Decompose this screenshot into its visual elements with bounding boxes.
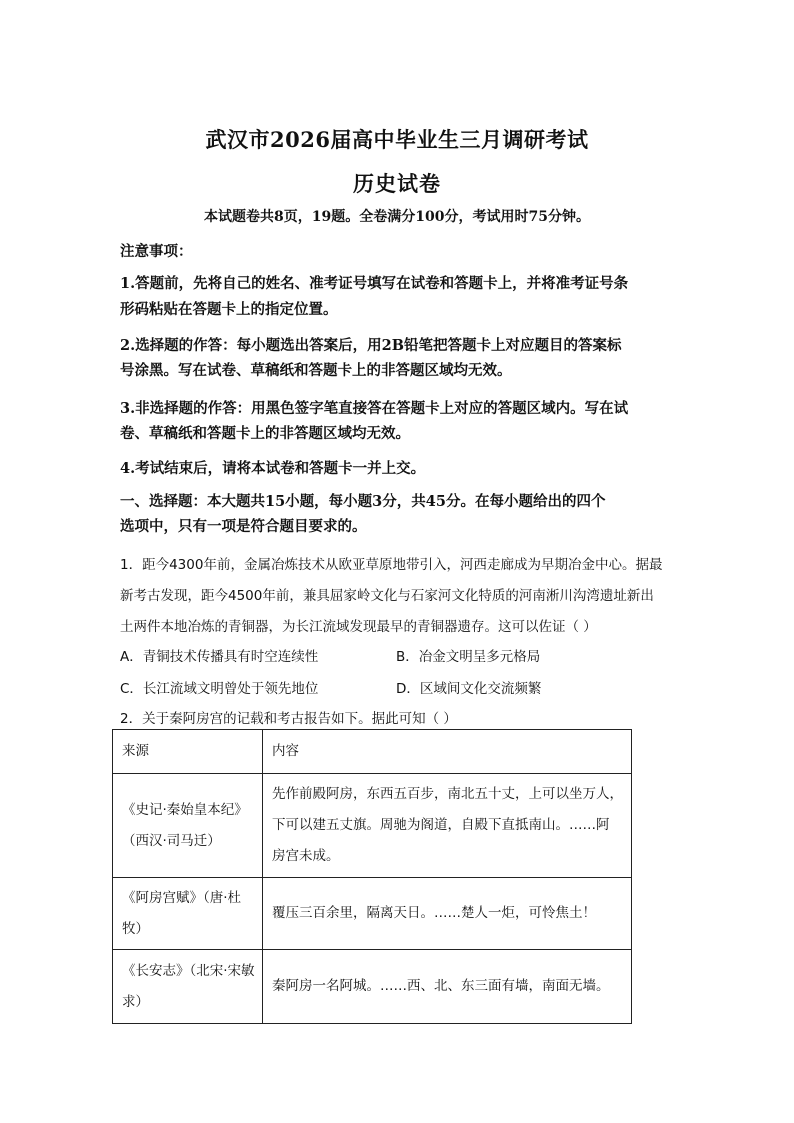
table-row — [113, 774, 632, 878]
table-row — [113, 878, 632, 950]
page-title: 武汉市2026届高中毕业生三月调研考试 — [205, 127, 589, 152]
note-4: 4.考试结束后，请将本试卷和答题卡一并上交。 — [120, 460, 426, 477]
question-1-option-c[interactable]: C．长江流域文明曾处于领先地位 — [120, 681, 319, 697]
section-heading-line-1: 一、选择题：本大题共15小题，每小题3分，共45分。在每小题给出的四个 — [120, 493, 606, 510]
source-line: 牧） — [122, 920, 149, 937]
table-cell-source — [113, 950, 263, 1024]
table-cell-content — [263, 878, 632, 950]
table-header-source: 来源 — [113, 730, 263, 774]
note-3-line-2: 卷、草稿纸和答题卡上的非答题区域均无效。 — [120, 425, 410, 442]
section-heading-line-2: 选项中，只有一项是符合题目要求的。 — [120, 518, 367, 535]
table-header-row — [113, 730, 632, 774]
source-line: 求） — [122, 993, 149, 1010]
question-1-line-1: 1．距今4300年前，金属冶炼技术从欧亚草原地带引入，河西走廊成为早期冶金中心。据最 — [120, 557, 663, 573]
source-line: 《长安志》（北宋·宋敏 — [122, 962, 255, 979]
source-line: （西汉·司马迁） — [122, 832, 221, 849]
question-1-option-a[interactable]: A．青铜技术传播具有时空连续性 — [120, 649, 319, 665]
question-1-line-2: 新考古发现，距今4500年前，兼具屈家岭文化与石家河文化特质的河南淅川沟湾遗址新出 — [120, 588, 654, 604]
note-1-line-2: 形码粘贴在答题卡上的指定位置。 — [120, 301, 338, 318]
content-line: 房宫未成。 — [272, 848, 340, 864]
content-line: 下可以建五丈旗。周驰为阁道，自殿下直抵南山。……阿 — [272, 817, 610, 833]
sources-table — [112, 729, 632, 1024]
note-2-line-1: 2.选择题的作答：每小题选出答案后，用2B铅笔把答题卡上对应题目的答案标 — [120, 337, 622, 354]
table-row — [113, 950, 632, 1024]
table-cell-content — [263, 950, 632, 1024]
question-1-option-d[interactable]: D．区域间文化交流频繁 — [396, 681, 542, 697]
note-1-line-1: 1.答题前，先将自己的姓名、准考证号填写在试卷和答题卡上，并将准考证号条 — [120, 275, 629, 292]
question-2-stem: 2．关于秦阿房宫的记载和考古报告如下。据此可知（ ） — [120, 711, 457, 727]
notes-heading: 注意事项： — [120, 243, 193, 260]
source-line: 《阿房宫赋》（唐·杜 — [122, 889, 242, 906]
content-line: 覆压三百余里，隔离天日。……楚人一炬，可怜焦土！ — [272, 905, 596, 921]
question-1-option-b[interactable]: B．冶金文明呈多元格局 — [396, 649, 541, 665]
note-2-line-2: 号涂黑。写在试卷、草稿纸和答题卡上的非答题区域均无效。 — [120, 362, 512, 379]
page-subtitle: 历史试卷 — [353, 171, 441, 196]
note-3-line-1: 3.非选择题的作答：用黑色签字笔直接答在答题卡上对应的答题区域内。写在试 — [120, 400, 629, 417]
table-header-content: 内容 — [263, 730, 632, 774]
exam-info: 本试题卷共8页，19题。全卷满分100分，考试用时75分钟。 — [204, 209, 590, 225]
source-line: 《史记·秦始皇本纪》 — [122, 801, 248, 818]
question-1-line-3: 土两件本地冶炼的青铜器，为长江流域发现最早的青铜器遗存。这可以佐证（ ） — [120, 619, 597, 635]
table-cell-source — [113, 774, 263, 878]
table-cell-content — [263, 774, 632, 878]
content-line: 秦阿房一名阿城。……西、北、东三面有墙，南面无墙。 — [272, 978, 610, 994]
table-cell-source — [113, 878, 263, 950]
content-line: 先作前殿阿房，东西五百步，南北五十丈，上可以坐万人， — [272, 786, 623, 802]
